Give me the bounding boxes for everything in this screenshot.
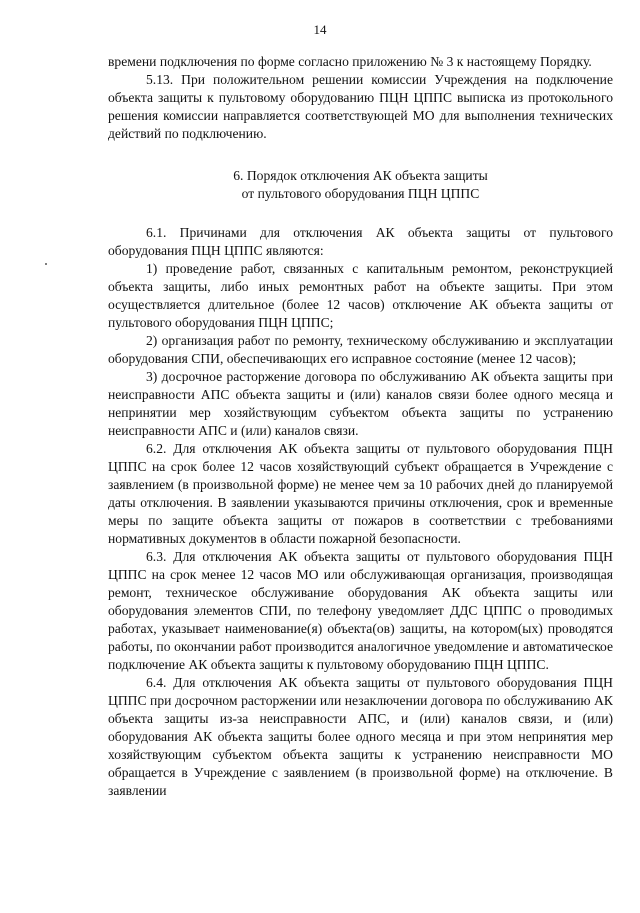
paragraph-5-13: 5.13. При положительном решении комиссии Учреждения на подключение объекта защиты к пультовому оборудованию ПЦН ЦППС выписка из протокольного решения комиссии направляется соответствующей МО для выполнения технических действий по подключению. <box>108 72 613 141</box>
section-heading-line-1: 6. Порядок отключения АК объекта защиты <box>233 168 488 183</box>
scan-speck <box>45 263 47 265</box>
paragraph-6-4: 6.4. Для отключения АК объекта защиты от пультового оборудования ПЦН ЦППС при досрочном расторжении или незаключении договора по обслуживанию АК объекта защиты из-за неисправности АПС, и (или) каналов связи, и (или) оборудования АК объекта защиты более одного месяца и при этом непринятия мер хозяйствующим субъектом объекта защиты к устранению неисправности МО обращается в Учреждение с заявлением (в произвольной форме) на отключение. В заявлении <box>108 675 613 798</box>
document-body <box>108 53 613 800</box>
paragraph-6-1: 6.1. Причинами для отключения АК объекта защиты от пультового оборудования ПЦН ЦППС являются: <box>108 225 613 258</box>
paragraph-continuation: времени подключения по форме согласно приложению № 3 к настоящему Порядку. <box>108 54 592 69</box>
paragraph-6-1-item-2: 2) организация работ по ремонту, техническому обслуживанию и эксплуатации оборудования СПИ, обеспечивающих его исправное состояние (менее 12 часов); <box>108 333 613 366</box>
paragraph-6-1-item-1: 1) проведение работ, связанных с капитальным ремонтом, реконструкцией объекта защиты, либо иных ремонтных работ на объекте защиты. При этом осуществляется длительное (более 12 часов) отключение АК объекта защиты от пультового оборудования ПЦН ЦППС; <box>108 261 613 330</box>
section-heading-line-2: от пультового оборудования ПЦН ЦППС <box>241 186 480 201</box>
paragraph-6-1-item-3: 3) досрочное расторжение договора по обслуживанию АК объекта защиты при неисправности АПС объекта защиты и (или) каналов связи более одного месяца и непринятии мер хозяйствующим субъектом объекта защиты по устранению неисправности АПС и (или) каналов связи. <box>108 369 613 438</box>
paragraph-6-2: 6.2. Для отключения АК объекта защиты от пультового оборудования ПЦН ЦППС на срок более 12 часов хозяйствующий субъект обращается в Учреждение с заявлением (в произвольной форме) не менее чем за 10 рабочих дней до планируемой даты отключения. В заявлении указываются причины отключения, срок и временные меры по защите объекта защиты от пожаров в соответствии с требованиями нормативных документов в области пожарной безопасности. <box>108 441 613 546</box>
section-heading <box>108 167 613 203</box>
page-number: 14 <box>313 22 327 37</box>
paragraph-6-3: 6.3. Для отключения АК объекта защиты от пультового оборудования ПЦН ЦППС на срок менее 12 часов МО или обслуживающая организация, производящая ремонт, техническое обслуживание оборудования АК объекта защиты или оборудования элементов СПИ, по телефону уведомляет ДДС ЦППС о проводимых работах, указывает наименование(я) объекта(ов) защиты, на котором(ых) проводятся работы, по окончании работ производится аналогичное уведомление и автоматическое подключение АК объекта защиты к пультовому оборудованию ПЦН ЦППС. <box>108 549 613 672</box>
